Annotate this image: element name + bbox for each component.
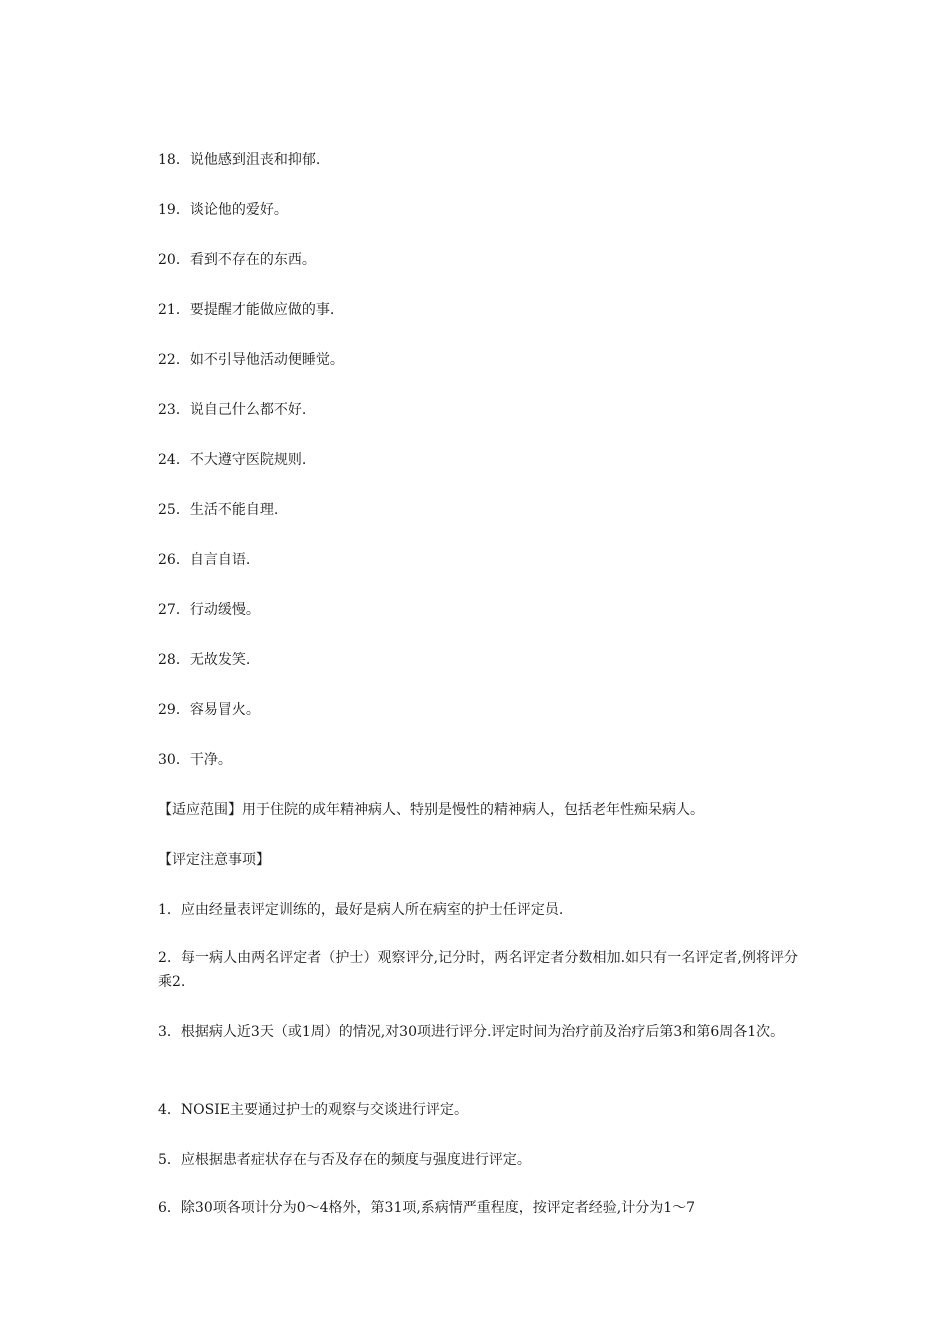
list-item: 22．如不引导他活动便睡觉。: [158, 352, 344, 368]
list-item: 21．要提醒才能做应做的事.: [158, 302, 335, 318]
note-item: 3．根据病人近3天（或1周）的情况,对30项进行评分.评定时间为治疗前及治疗后第3和第6周各1次。: [158, 1024, 785, 1040]
note-item: 6．除30项各项计分为0～4格外，第31项,系病情严重程度，按评定者经验,计分为1～7: [158, 1200, 696, 1216]
list-item: 24．不大遵守医院规则.: [158, 452, 307, 468]
notes-heading: 【评定注意事项】: [158, 852, 270, 868]
list-item: 27．行动缓慢。: [158, 602, 260, 618]
list-item: 30．干净。: [158, 752, 232, 768]
list-item: 23．说自己什么都不好.: [158, 402, 307, 418]
note-item: 5．应根据患者症状存在与否及存在的频度与强度进行评定。: [158, 1152, 531, 1168]
list-item: 25．生活不能自理.: [158, 502, 279, 518]
list-item: 29．容易冒火。: [158, 702, 260, 718]
list-item: 26．自言自语.: [158, 552, 251, 568]
list-item: 18．说他感到沮丧和抑郁.: [158, 152, 321, 168]
list-item: 20．看到不存在的东西。: [158, 252, 316, 268]
note-item: 4．NOSIE主要通过护士的观察与交谈进行评定。: [158, 1102, 468, 1118]
list-item: 28．无故发笑.: [158, 652, 251, 668]
note-item: 2．每一病人由两名评定者（护士）观察评分,记分时，两名评定者分数相加.如只有一名评定者,例将评分乘2.: [158, 950, 798, 990]
list-item: 19．谈论他的爱好。: [158, 202, 288, 218]
note-item: 1．应由经量表评定训练的，最好是病人所在病室的护士任评定员.: [158, 902, 564, 918]
scope-paragraph: 【适应范围】用于住院的成年精神病人、特别是慢性的精神病人，包括老年性痴呆病人。: [158, 802, 704, 818]
